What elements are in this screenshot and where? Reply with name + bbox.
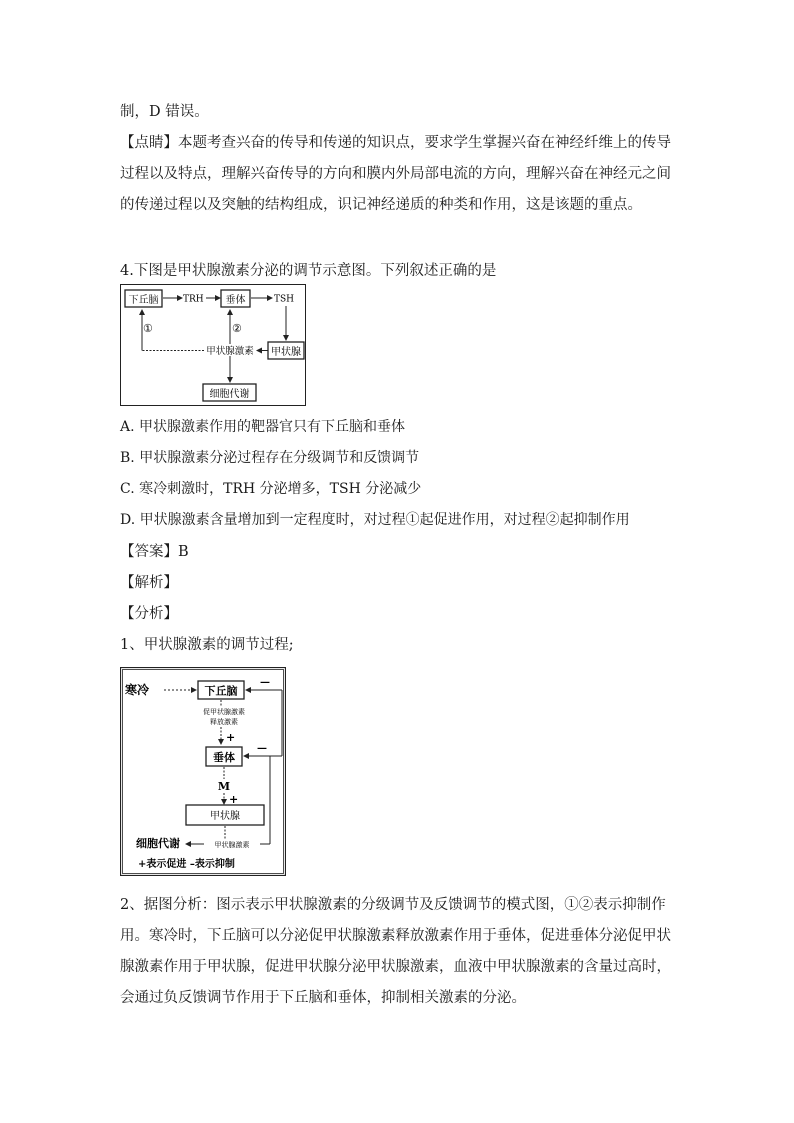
option-b: B. 甲状腺激素分泌过程存在分级调节和反馈调节 (120, 450, 420, 466)
label-mark-1: ① (143, 322, 153, 335)
label-trh: TRH (183, 294, 204, 305)
label-mark-2: ② (232, 322, 242, 335)
figure-thyroid-regulation-1 (120, 284, 306, 406)
label-trh-line2: 释放激素 (210, 718, 238, 726)
plus-sign-1: + (226, 731, 236, 744)
label-pituitary: 垂体 (213, 751, 235, 764)
text-line-d-wrong: 制，D 错误。 (120, 104, 209, 120)
minus-sign-1: — (260, 677, 270, 688)
label-pituitary: 垂体 (225, 295, 246, 306)
label-hormone: 甲状腺激素 (206, 346, 254, 357)
point-2: 2、据图分析：图示表示甲状腺激素的分级调节及反馈调节的模式图，①②表示抑制作用。寒冷时，下丘脑可以分泌促甲状腺激素释放激素作用于垂体，促进垂体分泌促甲状腺激素作用于甲状腺，促进甲状腺分泌甲状腺激素，血液中甲状腺激素的含量过高时，会通过负反馈调节作用于下丘脑和垂体，抑制相关激素的分泌。 (120, 897, 671, 1006)
option-a: A. 甲状腺激素作用的靶器官只有下丘脑和垂体 (120, 419, 406, 435)
minus-sign-2: — (257, 743, 267, 754)
question-stem: 4.下图是甲状腺激素分泌的调节示意图。下列叙述正确的是 (120, 263, 497, 279)
legend: +表示促进 –表示抑制 (138, 859, 235, 870)
label-metabolism: 细胞代谢 (209, 389, 250, 400)
label-hormone: 甲状腺激素 (214, 841, 250, 849)
label-hypothalamus: 下丘脑 (204, 684, 238, 698)
label-hypothalamus: 下丘脑 (128, 295, 159, 306)
figure-thyroid-regulation-2 (120, 667, 286, 876)
dianjing-paragraph: 【点睛】本题考查兴奋的传导和传递的知识点，要求学生掌握兴奋在神经纤维上的传导过程以及特点，理解兴奋传导的方向和膜内外局部电流的方向，理解兴奋在神经元之间的传递过程以及突触的结构组成，识记神经递质的种类和作用，这是该题的重点。 (120, 135, 671, 213)
answer-label: 【答案】B (120, 544, 189, 560)
label-tsh: TSH (274, 294, 295, 305)
label-metabolism: 细胞代谢 (136, 837, 180, 850)
point-1: 1、甲状腺激素的调节过程; (120, 637, 294, 653)
breakdown-label: 【分析】 (120, 606, 178, 622)
label-thyroid: 甲状腺 (271, 347, 301, 358)
option-d: D. 甲状腺激素含量增加到一定程度时，对过程①起促进作用，对过程②起抑制作用 (120, 512, 630, 528)
label-cold: 寒冷 (125, 683, 150, 697)
option-c: C. 寒冷刺激时，TRH 分泌增多，TSH 分泌减少 (120, 481, 422, 497)
label-thyroid: 甲状腺 (210, 811, 240, 822)
plus-sign-2: + (229, 793, 239, 806)
label-trh-line1: 促甲状腺激素 (203, 708, 245, 716)
analysis-label: 【解析】 (120, 575, 178, 591)
label-m: M (217, 780, 231, 793)
